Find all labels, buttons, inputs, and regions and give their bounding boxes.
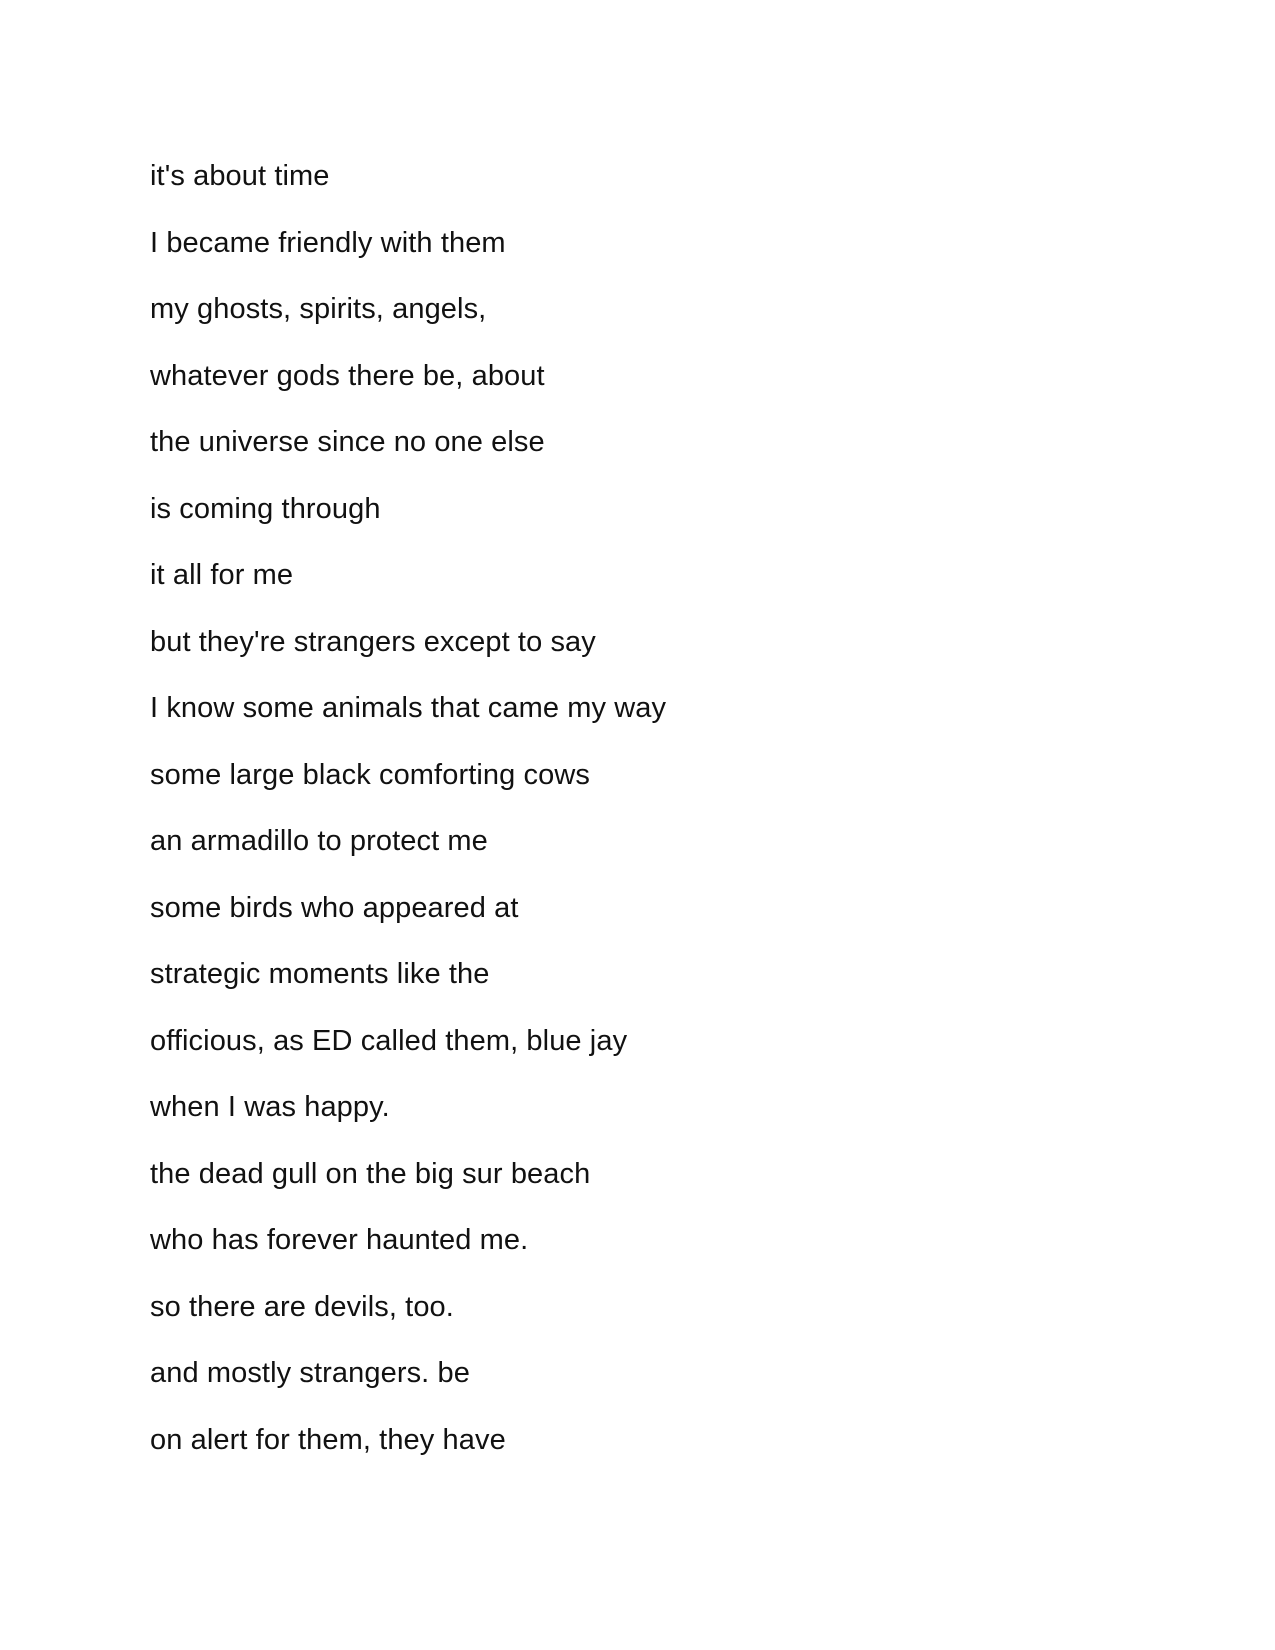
- poem-line: so there are devils, too.: [150, 1290, 454, 1323]
- poem-line: on alert for them, they have: [150, 1423, 506, 1456]
- poem-line: is coming through: [150, 492, 381, 525]
- poem-line: the dead gull on the big sur beach: [150, 1157, 591, 1190]
- poem-line: an armadillo to protect me: [150, 825, 488, 857]
- poem-line: my ghosts, spirits, angels,: [150, 293, 487, 325]
- poem-line: it's about time: [150, 160, 330, 192]
- poem-text: [150, 143, 666, 1473]
- poem-line: it all for me: [150, 559, 294, 591]
- poem-line: but they're strangers except to say: [150, 625, 596, 658]
- poem-line: who has forever haunted me.: [150, 1224, 529, 1256]
- poem-line: some birds who appeared at: [150, 891, 519, 924]
- poem-line: I know some animals that came my way: [150, 692, 667, 724]
- poem-line: some large black comforting cows: [150, 758, 590, 791]
- poem-line: strategic moments like the: [150, 958, 490, 990]
- poem-line: I became friendly with them: [150, 226, 506, 259]
- poem-line: officious, as ED called them, blue jay: [150, 1024, 628, 1057]
- poem-line: the universe since no one else: [150, 426, 545, 458]
- poem-line: when I was happy.: [150, 1091, 390, 1123]
- poem-line: whatever gods there be, about: [150, 359, 545, 392]
- poem-line: and mostly strangers. be: [150, 1357, 470, 1389]
